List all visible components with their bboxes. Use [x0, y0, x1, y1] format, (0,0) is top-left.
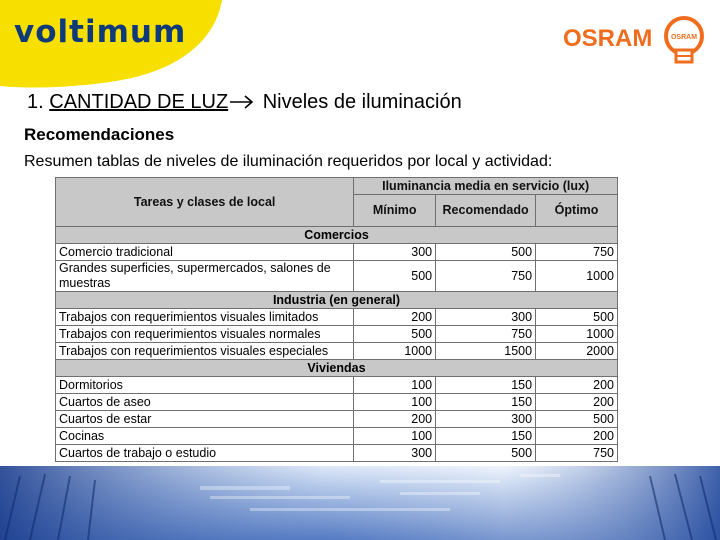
cell-optimal: 200	[536, 377, 618, 394]
section-row	[56, 360, 618, 377]
cell-min: 1000	[354, 343, 436, 360]
section-row	[56, 292, 618, 309]
row-label: Cuartos de aseo	[56, 394, 354, 411]
cell-recommended: 1500	[436, 343, 536, 360]
cell-recommended: 150	[436, 377, 536, 394]
title-number: 1.	[27, 91, 44, 113]
cell-recommended: 500	[436, 244, 536, 261]
cell-recommended: 750	[436, 261, 536, 292]
cell-min: 500	[354, 261, 436, 292]
lightbulb-icon	[662, 16, 706, 66]
row-label: Comercio tradicional	[56, 244, 354, 261]
osram-bulb-label: OSRAM	[670, 34, 698, 41]
cell-recommended: 750	[436, 326, 536, 343]
cell-optimal: 500	[536, 411, 618, 428]
slide-title	[27, 91, 462, 114]
header-recommended: Recomendado	[436, 195, 536, 227]
table-row	[56, 411, 618, 428]
illuminance-table	[55, 177, 618, 462]
table-row	[56, 377, 618, 394]
cell-optimal: 1000	[536, 261, 618, 292]
cell-min: 500	[354, 326, 436, 343]
cell-min: 100	[354, 428, 436, 445]
cell-optimal: 750	[536, 244, 618, 261]
voltimum-wordmark: voltimum	[14, 14, 187, 50]
section-industria: Industria (en general)	[56, 292, 618, 309]
cell-optimal: 1000	[536, 326, 618, 343]
cell-recommended: 150	[436, 428, 536, 445]
row-label: Grandes superficies, supermercados, salones de muestras	[56, 261, 354, 292]
table-row	[56, 309, 618, 326]
decorative-footer-band	[0, 466, 720, 540]
row-label: Trabajos con requerimientos visuales limitados	[56, 309, 354, 326]
cell-optimal: 200	[536, 394, 618, 411]
cell-recommended: 300	[436, 411, 536, 428]
cell-optimal: 750	[536, 445, 618, 462]
cell-optimal: 500	[536, 309, 618, 326]
section-row	[56, 227, 618, 244]
section-heading: Recomendaciones	[24, 125, 175, 144]
description-text: Resumen tablas de niveles de iluminación requeridos por local y actividad:	[24, 153, 553, 170]
cell-min: 300	[354, 244, 436, 261]
osram-wordmark: OSRAM	[563, 25, 653, 52]
cell-min: 100	[354, 394, 436, 411]
header-optimal: Óptimo	[536, 195, 618, 227]
voltimum-logo	[0, 0, 230, 95]
header-task: Tareas y clases de local	[56, 178, 354, 227]
table-row	[56, 445, 618, 462]
table-row	[56, 343, 618, 360]
table-row	[56, 394, 618, 411]
table-row	[56, 244, 618, 261]
row-label: Dormitorios	[56, 377, 354, 394]
cell-recommended: 500	[436, 445, 536, 462]
section-viviendas: Viviendas	[56, 360, 618, 377]
cell-min: 200	[354, 309, 436, 326]
row-label: Cocinas	[56, 428, 354, 445]
cell-min: 200	[354, 411, 436, 428]
cell-min: 100	[354, 377, 436, 394]
cell-recommended: 150	[436, 394, 536, 411]
header-illuminance: Iluminancia media en servicio (lux)	[354, 178, 618, 195]
title-rest: Niveles de iluminación	[262, 91, 462, 113]
row-label: Trabajos con requerimientos visuales normales	[56, 326, 354, 343]
table-row	[56, 326, 618, 343]
row-label: Cuartos de trabajo o estudio	[56, 445, 354, 462]
cell-recommended: 300	[436, 309, 536, 326]
cell-optimal: 200	[536, 428, 618, 445]
row-label: Trabajos con requerimientos visuales especiales	[56, 343, 354, 360]
table-header-row	[56, 178, 618, 195]
table-row	[56, 261, 618, 292]
header-min: Mínimo	[354, 195, 436, 227]
osram-logo	[560, 16, 710, 66]
table-row	[56, 428, 618, 445]
cell-optimal: 2000	[536, 343, 618, 360]
title-underlined: CANTIDAD DE LUZ	[49, 91, 257, 113]
arrow-right-icon	[229, 94, 255, 110]
cell-min: 300	[354, 445, 436, 462]
section-comercios: Comercios	[56, 227, 618, 244]
row-label: Cuartos de estar	[56, 411, 354, 428]
